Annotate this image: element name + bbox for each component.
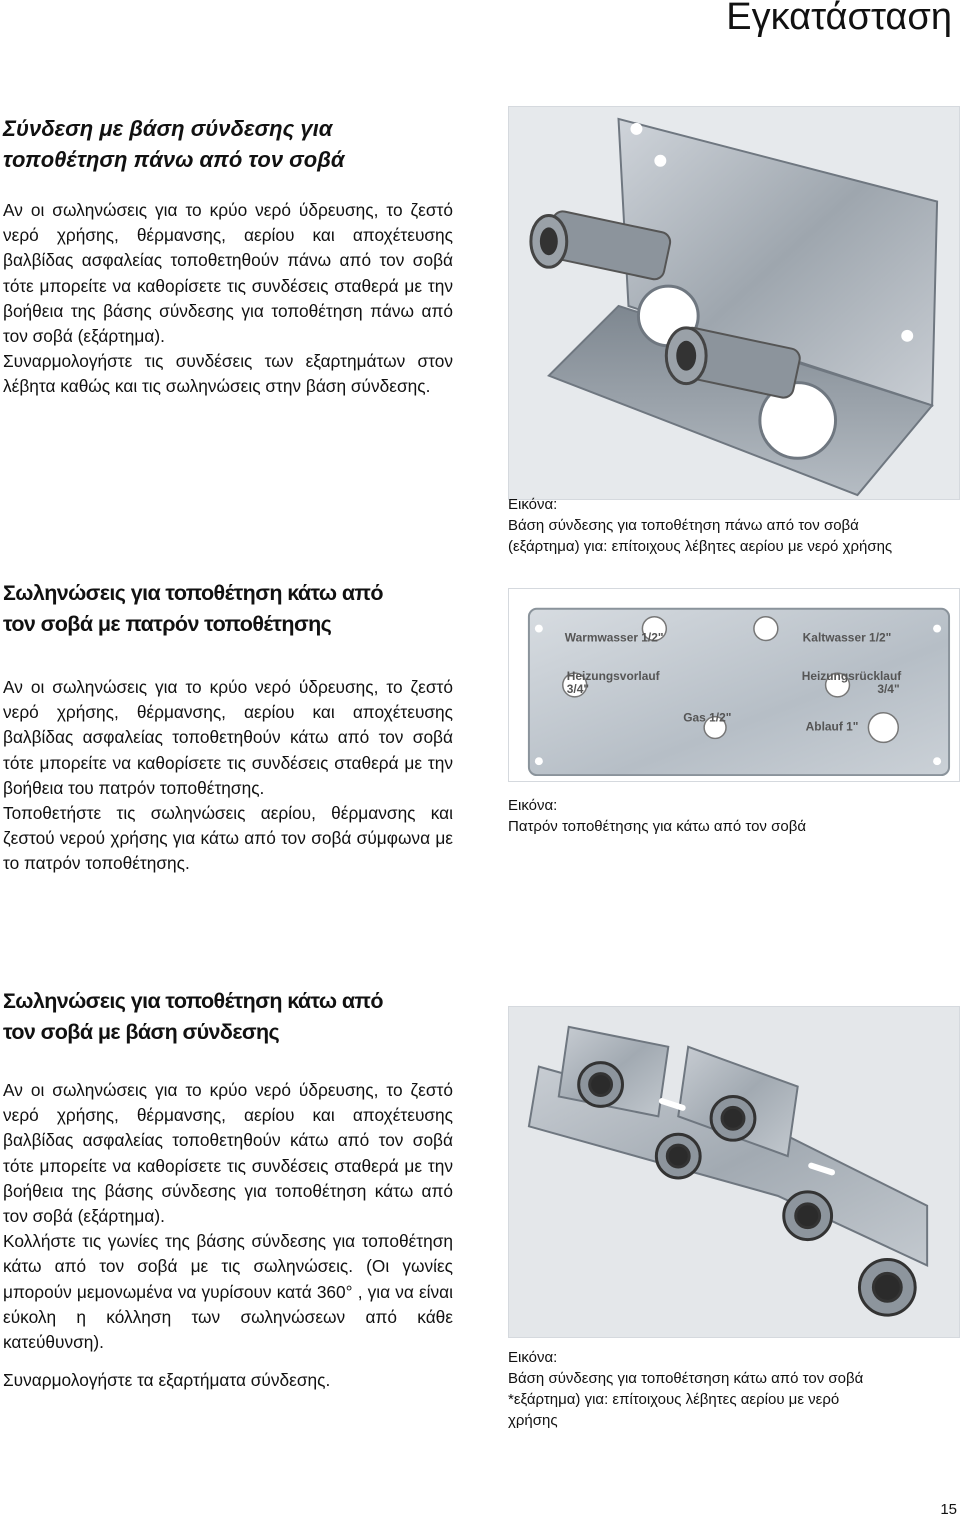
figure-template-plate	[508, 588, 960, 782]
plate-label-ruecklauf-size: 3/4"	[877, 681, 900, 696]
section1-heading-line2: τοποθέτηση πάνω από τον σοβά	[3, 147, 345, 172]
section3-paragraph-3: Συναρμολογήστε τα εξαρτήματα σύνδεσης.	[3, 1370, 331, 1391]
caption-text-line1: Βάση σύνδεσης για τοποθέτσηση κάτω από τον σοβά	[508, 1370, 864, 1387]
section2-heading	[3, 578, 383, 640]
figure-flush-bracket	[508, 1006, 960, 1338]
section1-heading	[3, 113, 345, 175]
plate-label-ablauf: Ablauf 1"	[805, 719, 859, 734]
caption-label: Εικόνα:	[508, 496, 558, 513]
section2-paragraph-1: Αν οι σωληνώσεις για το κρύο νερό ύδρευσης, το ζεστό νερό χρήσης, θέρμανσης, αερίου και αποχέτευσης βαλβίδας ασφαλείας τοποθετηθούν κάτω από τον σοβά τότε μπορείτε να καθορίσετε τις συνδέσεις σταθερά με την βοήθεια του πατρόν τοποθέτησης.	[3, 677, 453, 798]
section3-heading	[3, 986, 383, 1048]
plate-label-ruecklauf: Heizungsrücklauf	[801, 669, 902, 684]
figure-template-plate-caption	[508, 795, 960, 837]
plate-label-vorlauf: Heizungsvorlauf	[566, 669, 660, 684]
section2-body	[3, 675, 453, 877]
section1-paragraph-1: Αν οι σωληνώσεις για το κρύο νερό ύδρευσης, το ζεστό νερό χρήσης, θέρμανσης, αερίου και αποχέτευσης βαλβίδας ασφαλείας τοποθετηθούν πάνω από τον σοβά τότε μπορείτε να καθορίσετε τις συνδέσεις σταθερά με την βοήθεια της βάσης σύνδεσης για τοποθέτηση πάνω από τον σοβά (εξάρτημα).	[3, 200, 453, 347]
figure-flush-bracket-caption	[508, 1347, 960, 1431]
caption-text-line1: Πατρόν τοποθέτησης για κάτω από τον σοβά	[508, 818, 806, 835]
section1-paragraph-2: Συναρμολογήστε τις συνδέσεις των εξαρτημάτων στον λέβητα καθώς και τις σωληνώσεις στην βάση σύνδεσης.	[3, 351, 453, 397]
section3-paragraph-1: Αν οι σωληνώσεις για το κρύο νερό ύδρευσης, το ζεστό νερό χρήσης, θέρμανσης, αερίου και αποχέτευσης βαλβίδας ασφαλείας τοποθετηθούν κάτω από τον σοβά τότε μπορείτε να καθορίσετε τις συνδέσεις σταθερά με την βοήθεια της βάσης σύνδεσης για τοποθέτηση κάτω από τον σοβά (εξάρτημα).	[3, 1080, 453, 1227]
page-title: Εγκατάσταση	[726, 0, 952, 38]
figure-surface-bracket-caption	[508, 494, 960, 557]
section2-paragraph-2: Τοποθετήστε τις σωληνώσεις αερίου, θέρμανσης και ζεστού νερού χρήσης για κάτω από τον σοβά σύμφωνα με το πατρόν τοποθέτησης.	[3, 803, 453, 874]
section3-body	[3, 1078, 453, 1393]
plate-label-vorlauf-size: 3/4"	[566, 681, 590, 696]
section3-heading-line2: τον σοβά με βάση σύνδεσης	[3, 1020, 280, 1044]
template-plate-illustration	[509, 589, 959, 781]
caption-text-line1: Βάση σύνδεσης για τοποθέτηση πάνω από τον σοβά	[508, 517, 859, 534]
flush-bracket-illustration	[509, 1007, 959, 1337]
plate-label-gas: Gas 1/2"	[683, 710, 732, 725]
figure-surface-bracket	[508, 106, 960, 500]
surface-bracket-illustration	[509, 107, 959, 499]
plate-label-kalt: Kaltwasser 1/2"	[802, 630, 892, 645]
section1-body	[3, 198, 453, 400]
section2-heading-line1: Σωληνώσεις για τοποθέτηση κάτω από	[3, 581, 383, 605]
caption-text-line2: (εξάρτημα) για: επίτοιχους λέβητες αερίου με νερό χρήσης	[508, 538, 893, 555]
section1-heading-line1: Σύνδεση με βάση σύνδεσης για	[3, 116, 333, 141]
plate-label-warm: Warmwasser 1/2"	[564, 630, 664, 645]
page-number: 15	[940, 1501, 957, 1518]
section2-heading-line2: τον σοβά με πατρόν τοποθέτησης	[3, 612, 332, 636]
caption-label: Εικόνα:	[508, 1349, 558, 1366]
caption-text-line2: *εξάρτημα) για: επίτοιχους λέβητες αερίου με νερό	[508, 1391, 840, 1408]
section3-paragraph-2: Κολλήστε τις γωνίες της βάσης σύνδεσης για τοποθέτηση κάτω από τον σοβά με τις σωληνώσεις. (Οι γωνίες μπορούν μεμονωμένα να γυρίσουν κατά 360° , για να είναι εύκολη η κόλληση των σωληνώσεων από κάθε κατεύθυνση).	[3, 1231, 453, 1353]
section3-heading-line1: Σωληνώσεις για τοποθέτηση κάτω από	[3, 989, 383, 1013]
caption-label: Εικόνα:	[508, 797, 558, 814]
caption-text-line3: χρήσης	[508, 1412, 558, 1429]
